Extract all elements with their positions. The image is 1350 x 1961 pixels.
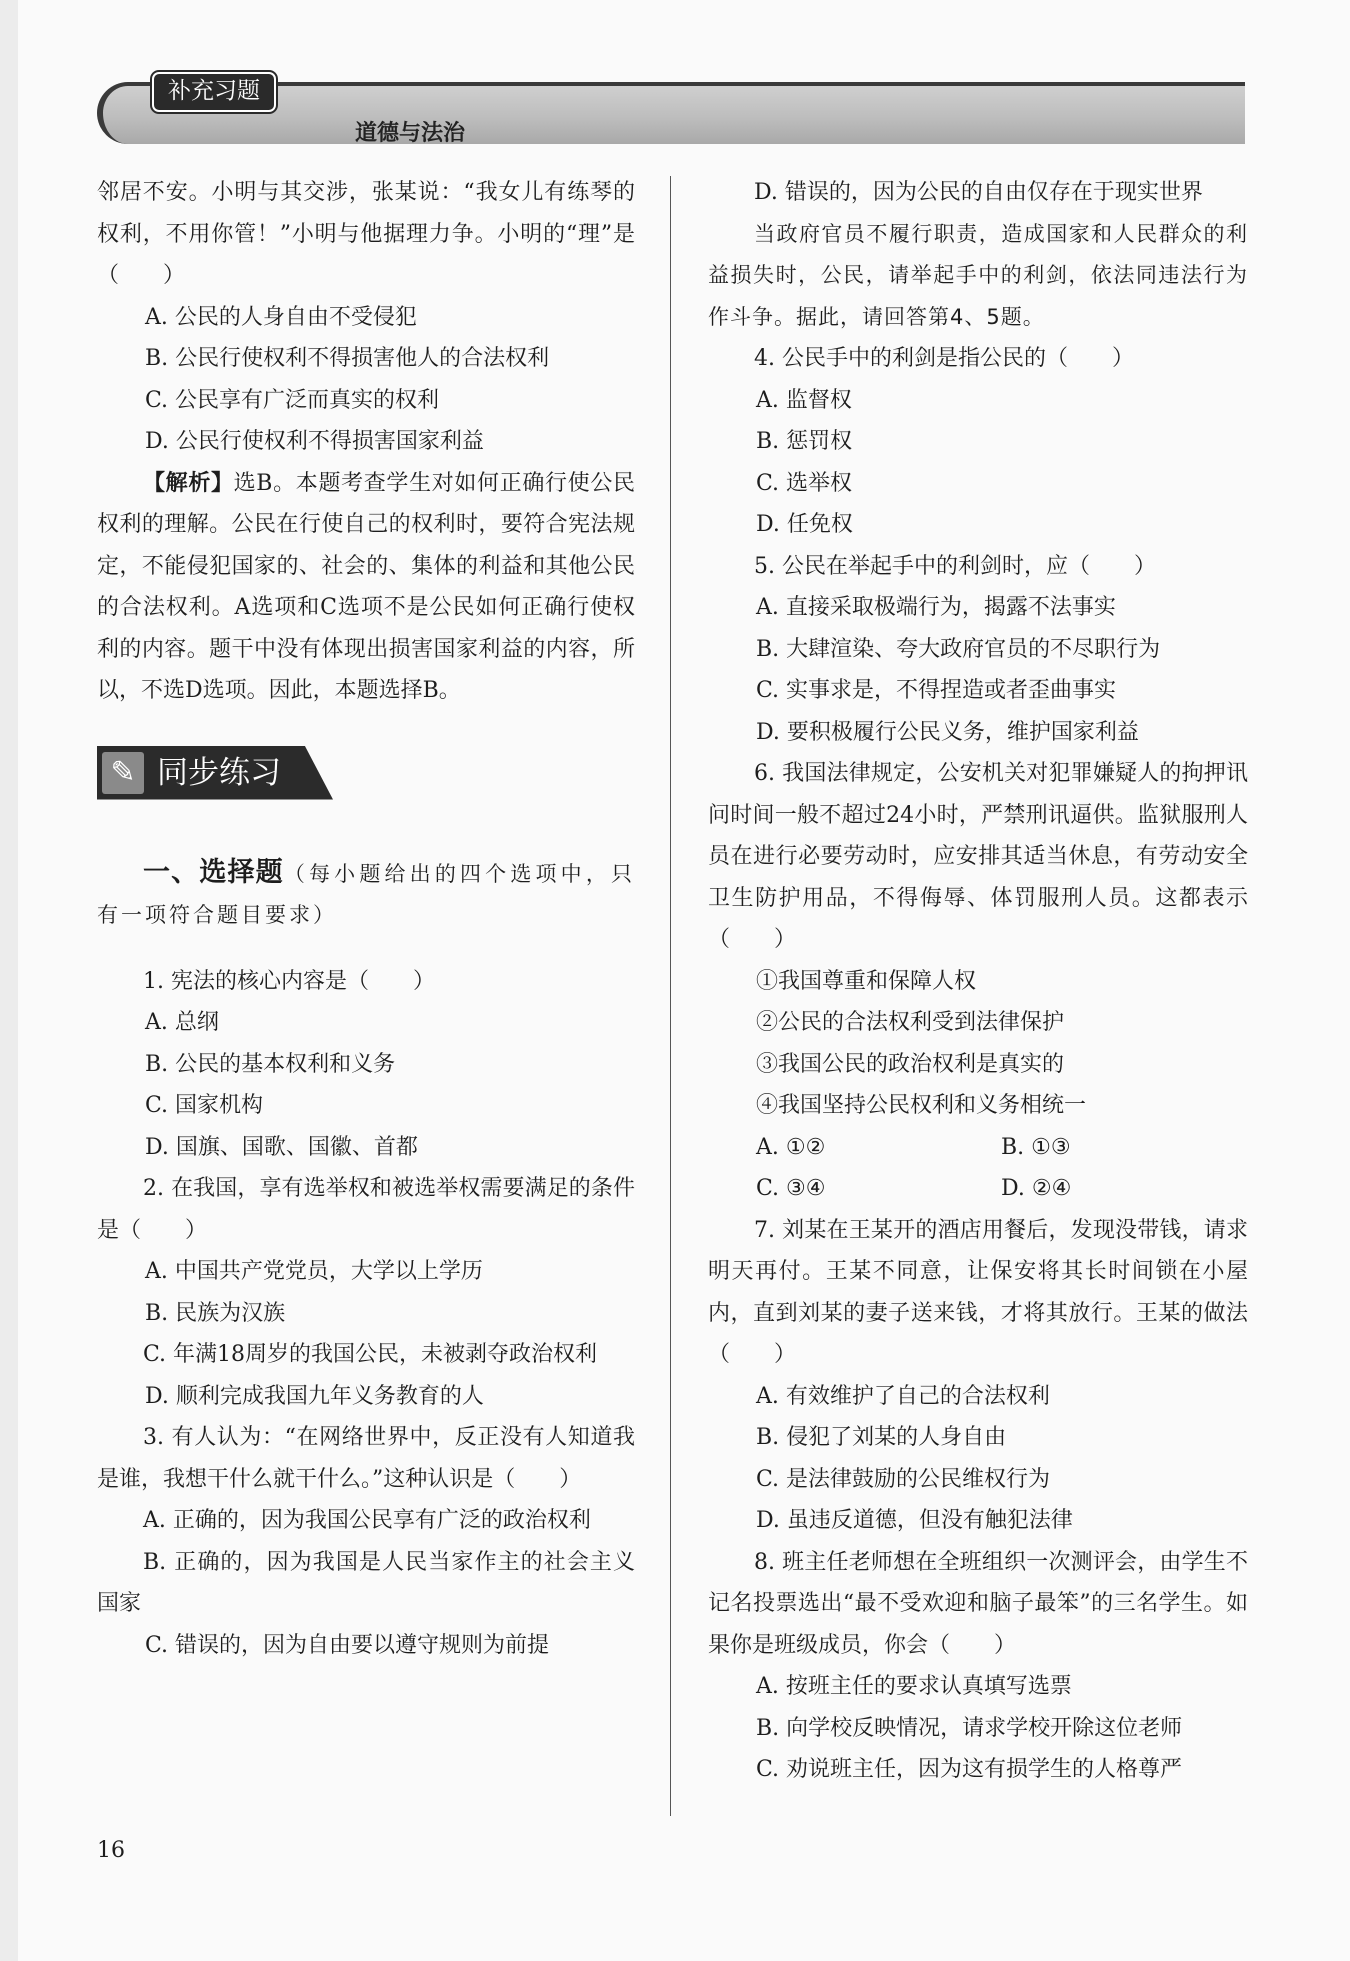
left-column: [97, 172, 635, 1666]
option: B. 民族为汉族: [145, 1300, 286, 1326]
statement: ③我国公民的政治权利是真实的: [756, 1051, 1065, 1077]
right-column: [708, 172, 1248, 1791]
option: B. 公民的基本权利和义务: [145, 1051, 396, 1077]
option: A. 直接采取极端行为，揭露不法事实: [756, 595, 1116, 620]
question-6: 6. 我国法律规定，公安机关对犯罪嫌疑人的拘押讯问时间一般不超过24小时，严禁刑讯逼供。监狱服刑人员在进行必要劳动时，应安排其适当休息，有劳动安全卫生防护用品，不得侮辱、体罚服刑人员。这都表示（ ）: [708, 761, 1248, 952]
option: C. 错误的，因为自由要以遵守规则为前提: [145, 1632, 550, 1658]
option: C. ③④: [756, 1176, 826, 1201]
question-1: 1. 宪法的核心内容是（ ）: [143, 968, 435, 994]
option: C. 公民享有广泛而真实的权利: [145, 387, 440, 413]
header-tag: 补充习题: [152, 72, 276, 112]
option: B. 正确的，因为我国是人民当家作主的社会主义国家: [97, 1549, 635, 1616]
option: A. 监督权: [756, 387, 852, 413]
option: A. 按班主任的要求认真填写选票: [756, 1674, 1072, 1699]
analysis-text: 选B。本题考查学生对如何正确行使公民权利的理解。公民在行使自己的权利时，要符合宪法规定，不能侵犯国家的、社会的、集体的利益和其他公民的合法权利。A选项和C选项不是公民如何正确行使权利的内容。题干中没有体现出损害国家利益的内容，所以，不选D选项。因此，本题选择B。: [97, 470, 635, 703]
option: A. 中国共产党党员，大学以上学历: [145, 1259, 483, 1284]
section-banner: [97, 746, 333, 804]
option: B. 大肆渲染、夸大政府官员的不尽职行为: [756, 636, 1161, 662]
option: C. 选举权: [756, 470, 853, 496]
option: D. 公民行使权利不得损害国家利益: [145, 429, 484, 454]
option-row: [708, 1168, 1248, 1210]
analysis-label: 【解析】: [143, 470, 234, 496]
question-7: 7. 刘某在王某开的酒店用餐后，发现没带钱，请求明天再付。王某不同意，让保安将其长时间锁在小屋内，直到刘某的妻子送来钱，才将其放行。王某的做法（ ）: [708, 1217, 1248, 1367]
option: D. 任免权: [756, 512, 853, 537]
page-number: 16: [97, 1838, 125, 1863]
option: C. 劝说班主任，因为这有损学生的人格尊严: [756, 1757, 1183, 1782]
statement: ②公民的合法权利受到法律保护: [756, 1010, 1065, 1035]
header-subject: 道德与法治: [355, 121, 466, 146]
option: D. 国旗、国歌、国徽、首都: [145, 1134, 418, 1160]
option: C. 年满18周岁的我国公民，未被剥夺政治权利: [143, 1342, 598, 1367]
question-3: 3. 有人认为：“在网络世界中，反正没有人知道我是谁，我想干什么就干什么。”这种认识是（ ）: [97, 1425, 635, 1492]
option-row: [708, 1127, 1248, 1169]
option: C. 是法律鼓励的公民维权行为: [756, 1466, 1051, 1492]
page-header: [97, 78, 1245, 144]
option: B. 惩罚权: [756, 429, 853, 454]
statement: ④我国坚持公民权利和义务相统一: [756, 1093, 1087, 1118]
question-2: 2. 在我国，享有选举权和被选举权需要满足的条件是（ ）: [97, 1176, 635, 1243]
paperclip-icon: ✎: [102, 752, 144, 794]
option: A. 公民的人身自由不受侵犯: [145, 304, 417, 330]
option: B. 公民行使权利不得损害他人的合法权利: [145, 346, 550, 371]
option: D. 要积极履行公民义务，维护国家利益: [756, 719, 1139, 745]
option: A. 总纲: [145, 1010, 219, 1035]
section-heading: 一、选择题: [143, 856, 284, 888]
page-edge: [0, 0, 18, 1961]
section-title: [97, 852, 635, 937]
option: D. 顺利完成我国九年义务教育的人: [145, 1383, 484, 1409]
analysis: [97, 463, 635, 712]
question-5: 5. 公民在举起手中的利剑时，应（ ）: [754, 553, 1156, 579]
option: A. 有效维护了自己的合法权利: [756, 1383, 1050, 1409]
option: C. 国家机构: [145, 1093, 264, 1118]
option: D. 错误的，因为公民的自由仅存在于现实世界: [754, 180, 1203, 205]
option: C. 实事求是，不得捏造或者歪曲事实: [756, 678, 1117, 703]
option: D. 虽违反道德，但没有触犯法律: [756, 1508, 1073, 1533]
question-8: 8. 班主任老师想在全班组织一次测评会，由学生不记名投票选出“最不受欢迎和脑子最笨”的三名学生。如果你是班级成员，你会（ ）: [708, 1549, 1248, 1658]
statement: ①我国尊重和保障人权: [756, 968, 977, 994]
option: B. 侵犯了刘某的人身自由: [756, 1425, 1007, 1450]
question-4: 4. 公民手中的利剑是指公民的（ ）: [754, 346, 1134, 371]
section-note: （每小题给出的四个选项中，只有一项符合题目要求）: [97, 861, 636, 927]
option: D. ②④: [1001, 1176, 1072, 1201]
option: B. 向学校反映情况，请求学校开除这位老师: [756, 1715, 1183, 1741]
option: A. ①②: [756, 1134, 826, 1160]
option: B. ①③: [1001, 1134, 1071, 1160]
banner-title: 同步练习: [157, 754, 281, 791]
option: A. 正确的，因为我国公民享有广泛的政治权利: [143, 1508, 591, 1533]
column-divider: [670, 176, 671, 1816]
intro-question: 邻居不安。小明与其交涉，张某说：“我女儿有练琴的权利，不用你管！”小明与他据理力争。小明的“理”是（ ）: [97, 180, 635, 288]
passage: 当政府官员不履行职责，造成国家和人民群众的利益损失时，公民，请举起手中的利剑，依法同违法行为作斗争。据此，请回答第4、5题。: [708, 221, 1248, 329]
